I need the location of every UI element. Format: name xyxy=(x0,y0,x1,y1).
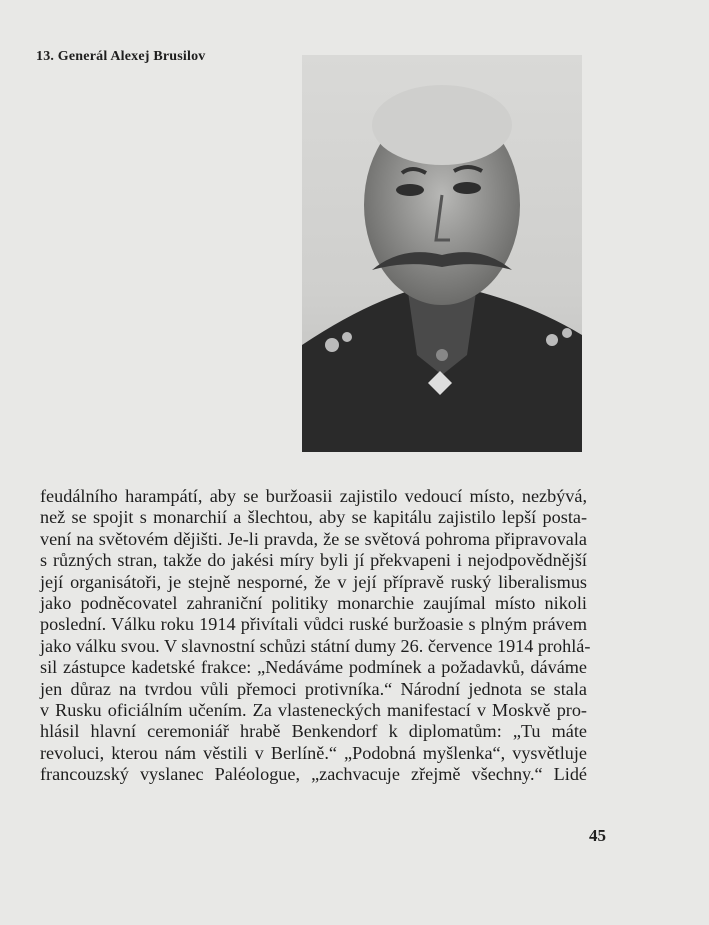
portrait-image xyxy=(302,55,582,452)
text-line: jako podněcovatel zahraniční politiky monarchie zaujímal místo nikoli xyxy=(40,593,587,614)
body-text xyxy=(40,486,591,786)
text-line: sil zástupce kadetské frakce: „Nedáváme podmínek a požadavků, dáváme xyxy=(40,657,587,678)
text-line: revoluci, kterou nám věstili v Berlíně.“ „Podobná myšlenka“, vysvětluje xyxy=(40,742,587,763)
text-line: jako válku svou. V slavnostní schůzi státní dumy 26. července 1914 prohlá- xyxy=(40,635,591,656)
text-line: než se spojit s monarchií a šlechtou, aby se kapitálu zajistilo lepší posta- xyxy=(40,507,587,528)
page-number: 45 xyxy=(589,826,606,845)
text-line: feudálního harampátí, aby se buržoasii zajistilo vedoucí místo, nezbývá, xyxy=(40,486,587,506)
text-line: hlásil hlavní ceremoniář hrabě Benkendorf k diplomatům: „Tu máte xyxy=(40,721,587,742)
portrait-photo xyxy=(302,55,582,452)
text-line: jen důraz na tvrdou vůli přemoci protivníka.“ Národní jednota se stala xyxy=(40,678,587,699)
text-line: v Rusku oficiálním učením. Za vlasteneckých manifestací v Moskvě pro- xyxy=(40,700,587,721)
photo-caption: 13. Generál Alexej Brusilov xyxy=(36,49,206,64)
text-line: francouzský vyslanec Paléologue, „zachvacuje zřejmě všechny.“ Lidé xyxy=(40,764,587,785)
text-line: její organisátoři, je stejně nesporné, že v její přípravě ruský liberalismus xyxy=(40,571,587,592)
text-line: vení na světovém dějišti. Je-li pravda, že se světová pohroma připravovala xyxy=(40,528,587,549)
text-line: poslední. Válku roku 1914 přivítali vůdci ruské buržoasie s plným právem xyxy=(40,614,587,635)
text-line: s různých stran, takže do jakési míry byli jí překvapeni i nejodpovědnější xyxy=(40,550,587,571)
